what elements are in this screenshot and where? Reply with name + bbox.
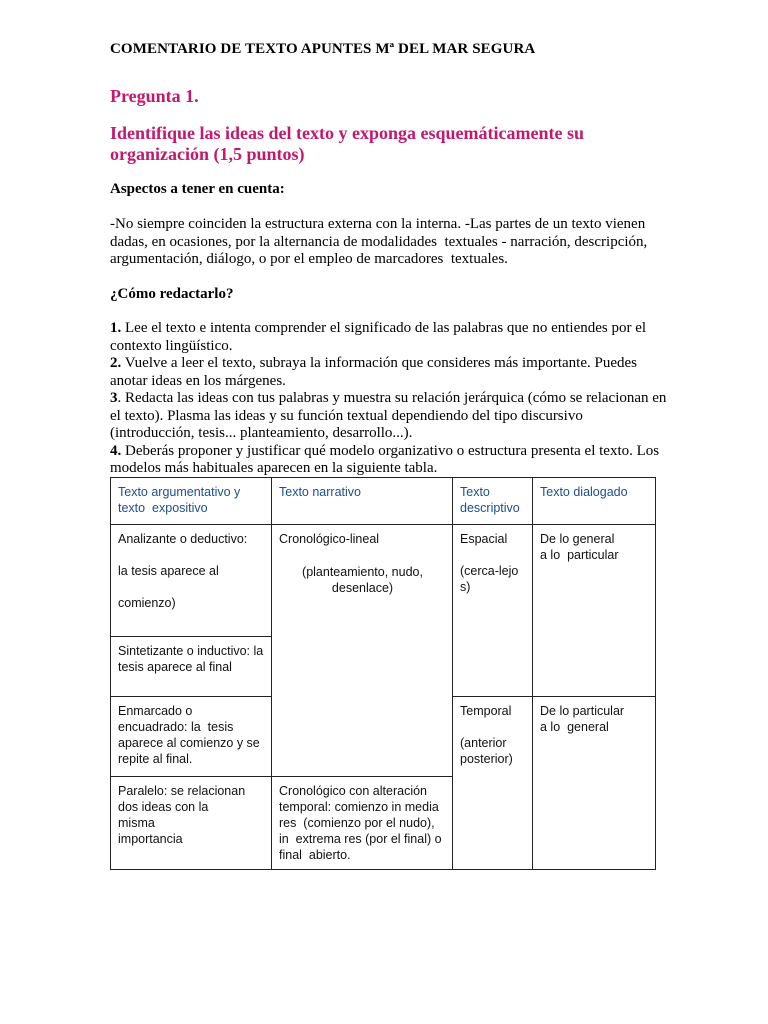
header-dialogado: Texto dialogado	[533, 478, 656, 525]
step-text: Vuelve a leer el texto, subraya la información que consideres más importante. Puedes anotar ideas en los márgenes.	[110, 355, 637, 389]
aspectos-paragraph: -No siempre coinciden la estructura externa con la interna. -Las partes de un texto vienen dadas, en ocasiones, por la alternancia de modalidades textuales - narración, descripción, argumentación, diálogo, o por el empleo de marcadores textuales.	[110, 216, 652, 267]
cell-sintetizante: Sintetizante o inductivo: la tesis aparece al final	[111, 637, 272, 697]
header-argumentativo: Texto argumentativo y texto expositivo	[111, 478, 272, 525]
cell-enmarcado: Enmarcado o encuadrado: la tesis aparece al comienzo y se repite al final.	[111, 697, 272, 777]
como-redactarlo-heading: ¿Cómo redactarlo?	[110, 286, 234, 302]
steps-list	[110, 320, 670, 478]
cell-temporal: Temporal (anterior posterior)	[453, 697, 533, 870]
cronologico-lineal-note: (planteamiento, nudo, desenlace)	[302, 565, 427, 595]
table-row	[111, 525, 656, 637]
step-number: 3	[110, 390, 118, 406]
text-models-table	[110, 477, 656, 870]
cronologico-lineal-label: Cronológico-lineal	[279, 532, 380, 546]
aspectos-heading: Aspectos a tener en cuenta:	[110, 181, 285, 197]
step-1	[110, 320, 670, 355]
table-header-row	[111, 478, 656, 525]
question-statement: Identifique las ideas del texto y exponga esquemáticamente su organización (1,5 puntos)	[110, 123, 584, 164]
step-text: Deberás proponer y justificar qué modelo organizativo o estructura presenta el texto. Los modelos más habituales aparecen en la siguiente tabla.	[110, 442, 660, 476]
header-descriptivo: Texto descriptivo	[453, 478, 533, 525]
cell-cronologico-lineal	[272, 525, 453, 777]
cell-analizante: Analizante o deductivo: la tesis aparece al comienzo)	[111, 525, 272, 637]
cell-cronologico-alteracion: Cronológico con alteración temporal: comienzo in media res (comienzo por el nudo), in extrema res (por el final) o final abierto.	[272, 777, 453, 870]
cell-paralelo: Paralelo: se relacionan dos ideas con la misma importancia	[111, 777, 272, 870]
header-narrativo: Texto narrativo	[272, 478, 453, 525]
question-number: Pregunta 1.	[110, 86, 199, 106]
step-number: 1.	[110, 320, 122, 336]
step-4	[110, 443, 670, 478]
step-text: . Redacta las ideas con tus palabras y muestra su relación jerárquica (cómo se relacionan en el texto). Plasma las ideas y su función textual dependiendo del tipo discursivo (introducción, tesis... planteamiento, desarrollo...).	[110, 390, 667, 441]
cell-espacial: Espacial (cerca-lejo s)	[453, 525, 533, 697]
document-title: COMENTARIO DE TEXTO APUNTES Mª DEL MAR SEGURA	[110, 41, 536, 57]
cell-particular-general: De lo particular a lo general	[533, 697, 656, 870]
step-text: Lee el texto e intenta comprender el significado de las palabras que no entiendes por el contexto lingüístico.	[110, 320, 647, 354]
step-2	[110, 355, 670, 390]
step-3	[110, 390, 670, 443]
step-number: 4.	[110, 442, 122, 459]
step-number: 2.	[110, 355, 122, 371]
cell-general-particular: De lo general a lo particular	[533, 525, 656, 697]
